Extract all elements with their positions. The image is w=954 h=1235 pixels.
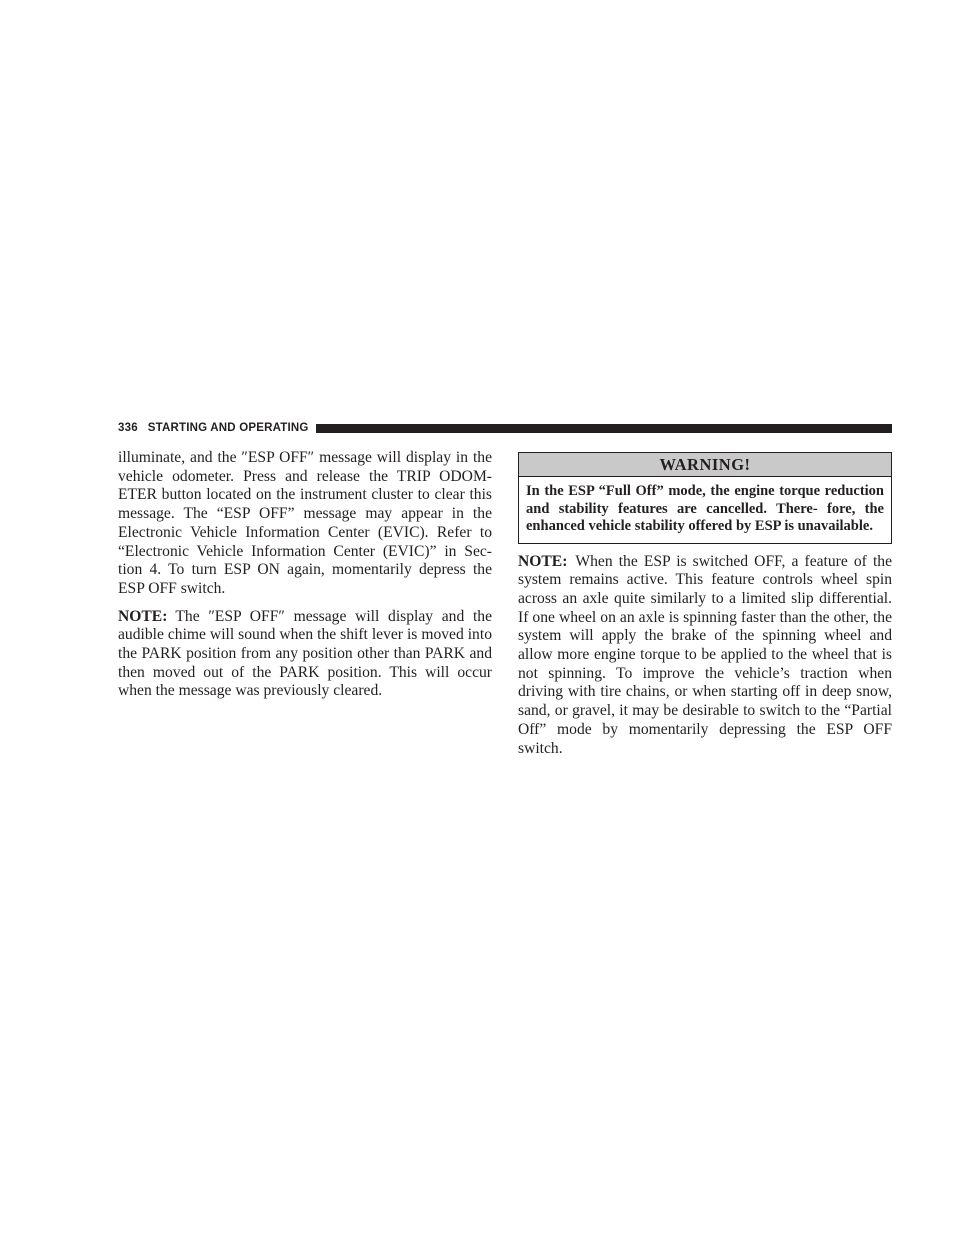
body-paragraph: illuminate, and the ″ESP OFF″ message will display in the vehicle odometer. Press and release the TRIP ODOM- ETER button located on the instrument cluster to clear this message. The “ESP OFF” message may appear in the Electronic Vehicle Information Center (EVIC). Refer to “Electronic Vehicle Information Center (EVIC)” in Sec- tion 4. To turn ESP ON again, momentarily depress the ESP OFF switch. [118, 449, 492, 597]
left-column [118, 449, 492, 710]
right-column [518, 452, 892, 767]
warning-title: WARNING! [519, 453, 891, 477]
note-label: NOTE: [518, 552, 568, 570]
note-label: NOTE: [118, 607, 168, 625]
note-text: When the ESP is switched OFF, a feature of the system remains active. This feature controls wheel spin across an axle quite similarly to a limited slip differential. If one wheel on an axle is spinning faster than the other, the system will apply the brake of the spinning wheel and allow more engine torque to be applied to the wheel that is not spinning. To improve the vehicle’s traction when driving with tire chains, or when starting off in deep snow, sand, or gravel, it may be desirable to switch to the “Partial Off” mode by momentarily depressing the ESP OFF switch. [518, 552, 892, 757]
note-paragraph [118, 608, 492, 702]
header-rule [316, 424, 892, 433]
page-header [118, 420, 892, 436]
warning-text: In the ESP “Full Off” mode, the engine torque reduction and stability features are cancelled. There- fore, the enhanced vehicle stability offered by ESP is unavailable. [526, 483, 884, 534]
note-paragraph [518, 553, 892, 759]
note-text: The ″ESP OFF″ message will display and the audible chime will sound when the shift lever is moved into the PARK position from any position other than PARK and then moved out of the PARK position. This will occur when the message was previously cleared. [118, 607, 492, 700]
section-title: STARTING AND OPERATING [147, 422, 309, 434]
warning-box [518, 452, 892, 544]
page-number: 336 [118, 422, 138, 434]
